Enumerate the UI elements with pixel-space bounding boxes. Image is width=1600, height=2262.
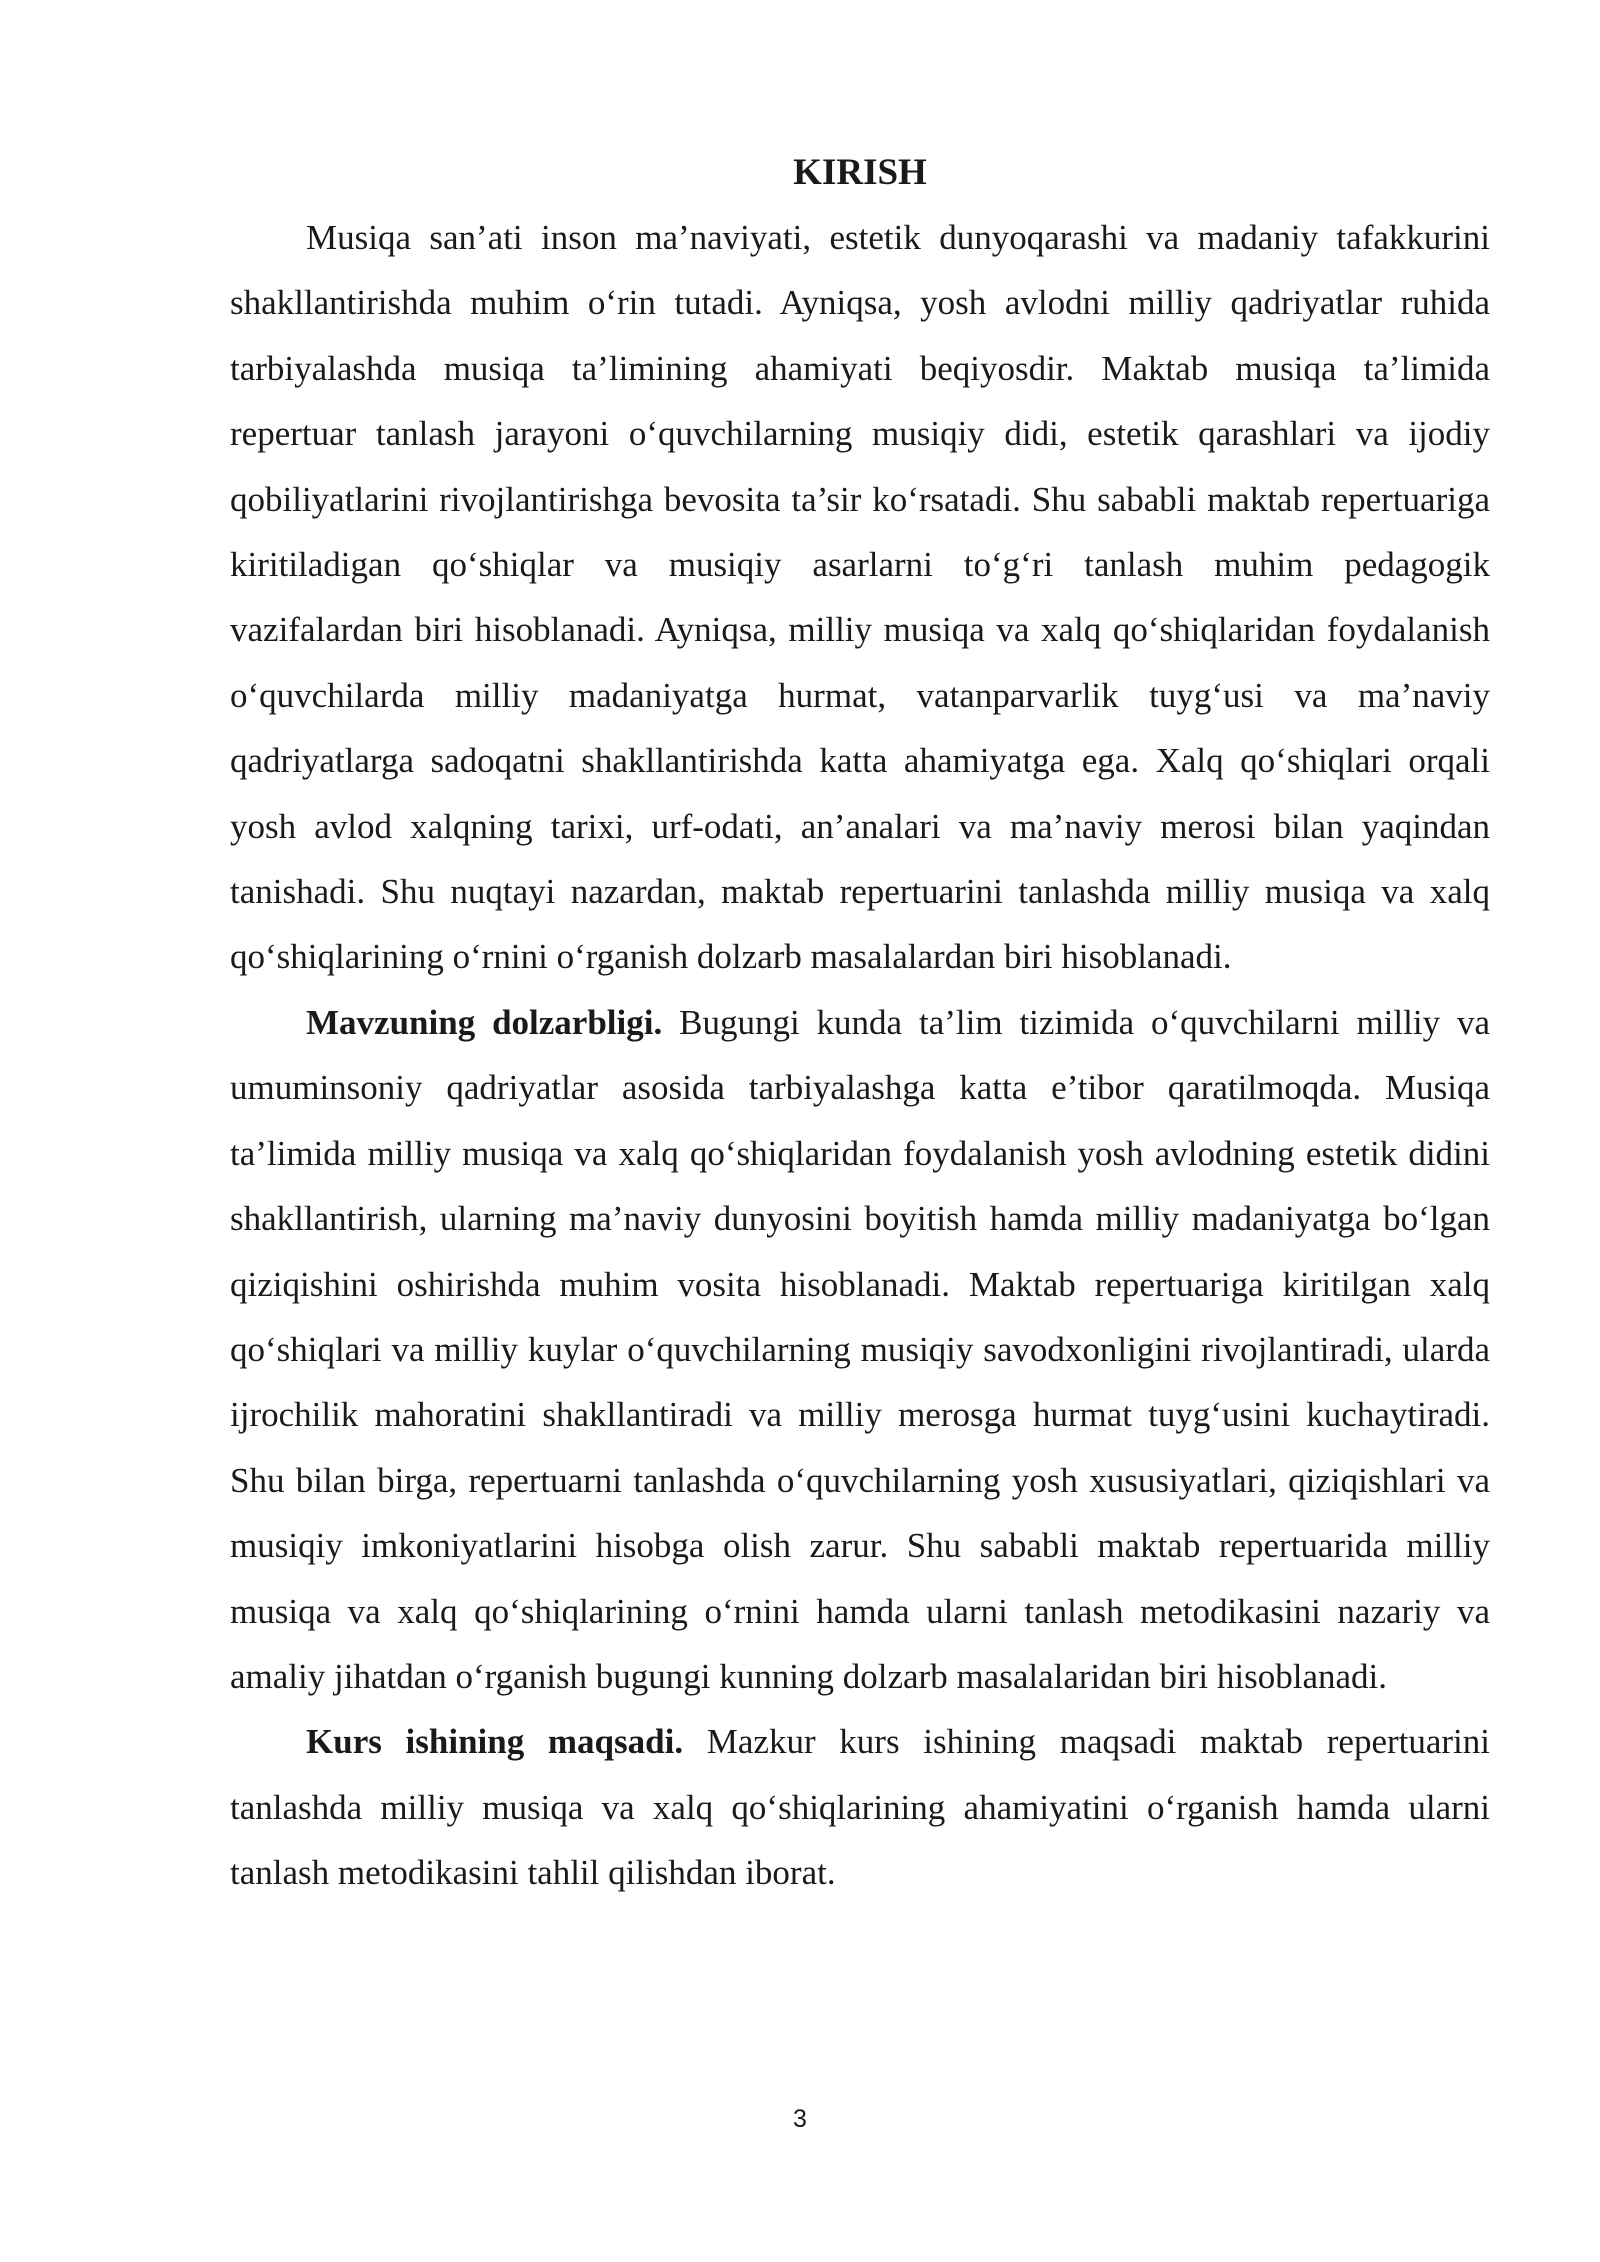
paragraph-text: Mazkur kurs ishining maqsadi maktab repertuarini tanlashda milliy musiqa va xalq qo‘shiqlarining ahamiyatini o‘rganish hamda ularni tanlash metodikasini tahlil qilishdan iborat.	[230, 1722, 1491, 1893]
paragraph-lead: Kurs ishining maqsadi.	[306, 1722, 684, 1762]
paragraph-lead: Mavzuning dolzarbligi.	[306, 1002, 663, 1042]
paragraph-introduction	[230, 205, 1490, 990]
paragraph-relevance	[230, 990, 1490, 1709]
paragraph-purpose	[230, 1709, 1490, 1905]
paragraph-text: Bugungi kunda ta’lim tizimida o‘quvchilarni milliy va umuminsoniy qadriyatlar asosida tarbiyalashga katta e’tibor qaratilmoqda. Musiqa ta’limida milliy musiqa va xalq qo‘shiqlaridan foydalanish yosh avlodning estetik didini shakllantirish, ularning ma’naviy dunyosini boyitish hamda milliy madaniyatga bo‘lgan qiziqishini oshirishda muhim vosita hisoblanadi. Maktab repertuariga kiritilgan xalq qo‘shiqlari va milliy kuylar o‘quvchilarning musiqiy savodxonligini rivojlantiradi, ularda ijrochilik mahoratini shakllantiradi va milliy merosga hurmat tuyg‘usini kuchaytiradi. Shu bilan birga, repertuarni tanlashda o‘quvchilarning yosh xususiyatlari, qiziqishlari va musiqiy imkoniyatlarini hisobga olish zarur. Shu sababli maktab repertuarida milliy musiqa va xalq qo‘shiqlarining o‘rnini hamda ularni tanlash metodikasini nazariy va amaliy jihatdan o‘rganish bugungi kunning dolzarb masalalaridan biri hisoblanadi.	[230, 1002, 1490, 1696]
page-number: 3	[793, 2105, 807, 2133]
page-content	[230, 140, 1490, 1906]
paragraph-text: Musiqa san’ati inson ma’naviyati, estetik dunyoqarashi va madaniy tafakkurini shakllantirishda muhim o‘rin tutadi. Ayniqsa, yosh avlodni milliy qadriyatlar ruhida tarbiyalashda musiqa ta’limining ahamiyati beqiyosdir. Maktab musiqa ta’limida repertuar tanlash jarayoni o‘quvchilarning musiqiy didi, estetik qarashlari va ijodiy qobiliyatlarini rivojlantirishga bevosita ta’sir ko‘rsatadi. Shu sababli maktab repertuariga kiritiladigan qo‘shiqlar va musiqiy asarlarni to‘g‘ri tanlash muhim pedagogik vazifalardan biri hisoblanadi. Ayniqsa, milliy musiqa va xalq qo‘shiqlaridan foydalanish o‘quvchilarda milliy madaniyatga hurmat, vatanparvarlik tuyg‘usi va ma’naviy qadriyatlarga sadoqatni shakllantirishda katta ahamiyatga ega. Xalq qo‘shiqlari orqali yosh avlod xalqning tarixi, urf-odati, an’analari va ma’naviy merosi bilan yaqindan tanishadi. Shu nuqtayi nazardan, maktab repertuarini tanlashda milliy musiqa va xalq qo‘shiqlarining o‘rnini o‘rganish dolzarb masalalardan biri hisoblanadi.	[230, 218, 1490, 977]
page-title: KIRISH	[793, 152, 927, 193]
